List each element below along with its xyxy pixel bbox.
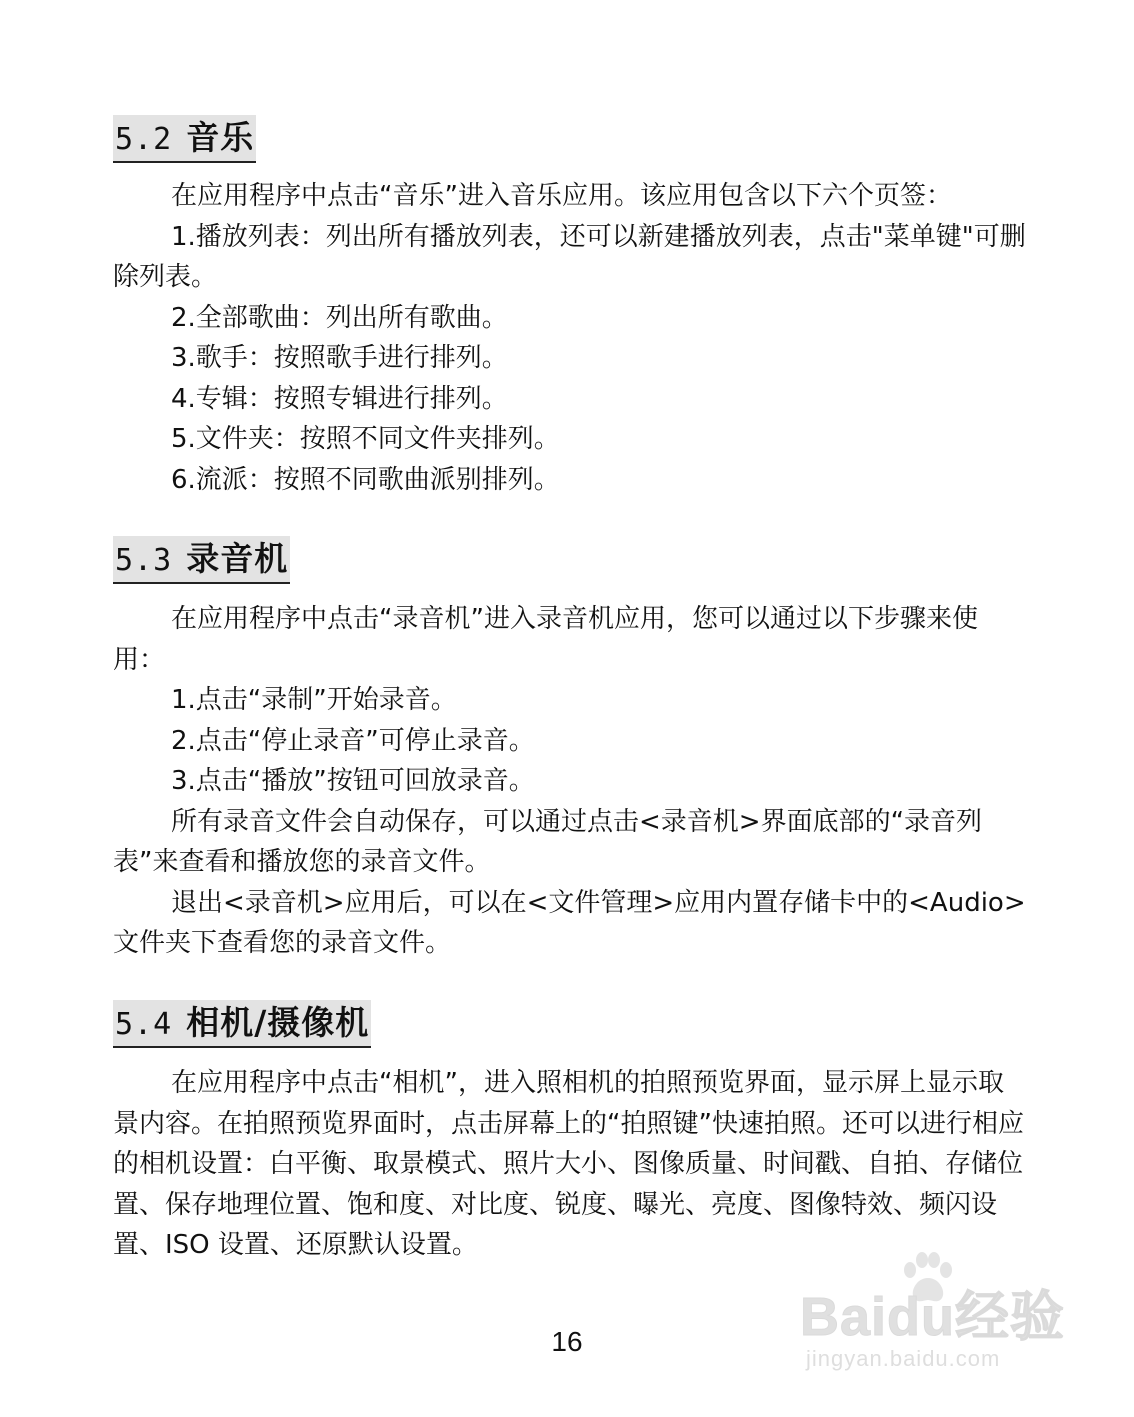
section-number: 5.3 (115, 543, 173, 578)
paragraph: 所有录音文件会自动保存，可以通过点击<录音机>界面底部的“录音列表”来查看和播放您的录音文件。 (113, 806, 983, 877)
section-title: 音乐 (186, 118, 255, 157)
section-body-5-2 (113, 176, 1028, 500)
list-item: 4.专辑：按照专辑进行排列。 (171, 383, 508, 414)
list-item: 3.点击“播放”按钮可回放录音。 (171, 766, 535, 796)
watermark-url: jingyan.baidu.com (806, 1346, 1001, 1371)
section-title: 录音机 (186, 539, 289, 578)
section-number: 5.4 (115, 1007, 173, 1042)
list-item: 3.歌手：按照歌手进行排列。 (171, 343, 508, 373)
section-body-5-3 (113, 599, 1028, 964)
paragraph: 在应用程序中点击“音乐”进入音乐应用。该应用包含以下六个页签： (171, 181, 952, 211)
list-item: 5.文件夹：按照不同文件夹排列。 (171, 424, 560, 454)
section-title: 相机/摄像机 (186, 1003, 370, 1042)
section-number: 5.2 (115, 122, 173, 157)
paragraph: 在应用程序中点击“相机”，进入照相机的拍照预览界面，显示屏上显示取景内容。在拍照预览界面时，点击屏幕上的“拍照键”快速拍照。还可以进行相应的相机设置：白平衡、取景模式、照片大小、图像质量、时间戳、自拍、存储位置、保存地理位置、饱和度、对比度、锐度、曝光、亮度、图像特效、频闪设置、ISO 设置、还原默认设置。 (113, 1068, 1024, 1260)
section-heading-5-4 (113, 1000, 371, 1048)
list-item: 6.流派：按照不同歌曲派别排列。 (171, 464, 560, 495)
page-number: 16 (551, 1326, 583, 1357)
paragraph: 退出<录音机>应用后，可以在<文件管理>应用内置存储卡中的<Audio>文件夹下查看您的录音文件。 (113, 887, 1026, 958)
list-item: 1.点击“录制”开始录音。 (171, 685, 457, 715)
watermark-brand: Baidu经验 (800, 1287, 1066, 1347)
section-heading-5-3 (113, 536, 290, 584)
section-body-5-4 (113, 1063, 1028, 1266)
section-heading-5-2 (113, 115, 256, 163)
list-item: 1.播放列表：列出所有播放列表，还可以新建播放列表，点击"菜单键"可删除列表。 (113, 221, 1026, 292)
list-item: 2.全部歌曲：列出所有歌曲。 (171, 302, 508, 333)
paragraph: 在应用程序中点击“录音机”进入录音机应用，您可以通过以下步骤来使用： (113, 604, 978, 675)
baidu-watermark (800, 1248, 1100, 1378)
list-item: 2.点击“停止录音”可停止录音。 (171, 725, 535, 756)
